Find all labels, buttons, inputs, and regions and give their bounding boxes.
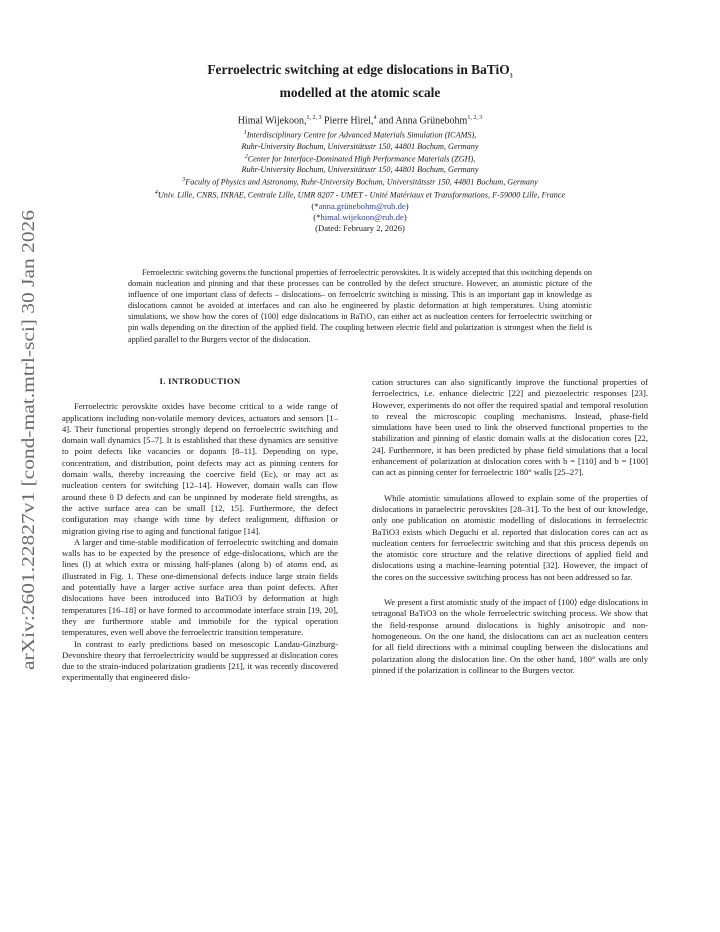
affiliation-text: Interdisciplinary Centre for Advanced Materials Simulation (ICAMS), (246, 130, 477, 140)
paragraph: In contrast to early predictions based on mesoscopic Landau-Ginzburg-Devonshire theory that ferroelectricity would be suppressed at dislocation cores due to the strain-induced polarization gradients [21], it was recently discovered experimentally that engineered dislo- (62, 638, 338, 683)
arxiv-identifier (14, 210, 40, 670)
affiliation-line (60, 164, 660, 175)
paper-title (60, 62, 660, 101)
affiliation-line (60, 152, 660, 165)
left-column (62, 376, 338, 684)
arxiv-id-text: arXiv:2601.22827v1 [cond-mat.mtrl-sci] 30 Jan 2026 (18, 292, 38, 670)
author-3: and Anna Grünebohm (378, 115, 468, 126)
author-2-affil: 4 (373, 114, 377, 121)
author-2: Pierre Hirel, (324, 115, 374, 126)
email-2: (*himal.wijekoon@rub.de) (313, 211, 407, 222)
date-line: (Dated: February 2, 2026) (315, 222, 405, 233)
affiliation-text: Center for Interface-Dominated High Performance Materials (ZGH), (247, 154, 476, 164)
affiliation-number: 2 (244, 153, 248, 160)
email-1: (*anna.grünebohm@rub.de) (311, 200, 409, 211)
abstract: Ferroelectric switching governs the functional properties of ferroelectric perovskites. It is widely accepted that this switching depends on domain nucleation and pinning and that these processes can be controlled by the defect structure. However, an atomistic picture of the influence of one important class of defects – dislocations– on ferroelctric switching is missing. This is an important gap in knowledge as dislocations cannot be avoided at interfaces and can also be engineered by plastic deformation at high temperatures. Using atomistic simulations, we show how the cores of ⟨100⟩ edge dislocations in BaTiO₃ can either act as nucleation centers for ferroelectric switching or pin walls depending on the direction of the applied field. The coupling between electric field and polarization is strongest when the field is applied parallel to the Burgers vector of the dislocation. (128, 268, 592, 344)
affiliation-text: Faculty of Physics and Astronomy, Ruhr-University Bochum, Universitätsstr 150, 44801 Bochum, Germany (185, 178, 538, 188)
email-2-link[interactable]: himal.wijekoon@rub.de (320, 211, 404, 222)
affiliation-text: Ruhr-University Bochum, Universitätsstr 150, 44801 Bochum, Germany (241, 165, 479, 175)
paragraph: While atomistic simulations allowed to explain some of the properties of dislocations in paraelectric perovskites [28–31]. To the best of our knowledge, only one publication on atomistic modelling of dislocations in ferroelectric BaTiO3 exists which Deguchi et al. reported that dislocation cores can act as nucleation centers for ferroelectric switching and that this process depends on the atomistic core structure and the relative directions of applied field and dislocations using a machine-learning potential [32]. However, the impact of the cores on the successive switching process has not been addressed so far. (372, 492, 648, 582)
author-1-affil: 1, 2, 3 (306, 114, 322, 121)
affiliation-line (60, 175, 660, 188)
affiliation-number: 4 (154, 190, 158, 197)
author-list (60, 115, 660, 126)
author-3-affil: 1, 2, 3 (467, 114, 483, 121)
title-line-2: modelled at the atomic scale (279, 84, 441, 100)
right-column (372, 377, 648, 676)
affiliation-text: Ruhr-University Bochum, Universitätsstr 150, 44801 Bochum, Germany (241, 141, 479, 151)
title-subscript: 3 (509, 73, 513, 80)
paragraph: Ferroelectric perovskite oxides have become critical to a wide range of applications including non-volatile memory devices, actuators and sensors [1–4]. Their functional properties strongly depend on ferroelectric switching and domain wall dynamics [5–7]. It is established that these dynamics are sensitive to point defects like vacancies or dopants [8–11]. Depending on type, concentration, and distribution, point defects may act as pinning centers for domain walls, thereby increasing the coercive field (Ec), or may act as nucleation centers for switching [12–14]. However, domain walls can flow around these 0 D defects and can be unpinned by moderate field strengths, as the active surface area can be small [12, 15]. Furthermore, the defect configuration may change with time by defect realignment, diffusion or migration giving rise to aging and functional fatigue [14]. (62, 401, 338, 536)
title-line-1: Ferroelectric switching at edge dislocations in BaTiO (207, 62, 510, 77)
affiliation-number: 3 (182, 177, 186, 184)
paragraph: A larger and time-stable modification of ferroelectric switching and domain walls has to be expected by the presence of edge-dislocations, which are the lines (l) at which extra or missing half-planes (along b) of atoms end, as illustrated in Fig. 1. These one-dimensional defects induce large strain fields and potentially have a larger active surface area than point defects. After dislocations have been introduced into BaTiO3 by deformation at high temperatures [16–18] or have formed to accommodate interface strain [19, 20], they are furthermore stable and immobile for the typical operation temperatures, even well above the ferroelectric transition temperature. (62, 536, 338, 638)
affiliations (60, 128, 660, 201)
affiliation-number: 1 (243, 130, 247, 136)
paper-header (60, 62, 660, 234)
affiliation-line (30, 188, 690, 201)
affiliation-text: Univ. Lille, CNRS, INRAE, Centrale Lille, UMR 8207 - UMET - Unité Matériaux et Transformations, F-59000 Lille, France (157, 190, 566, 200)
paragraph: We present a first atomistic study of the impact of ⟨100⟩ edge dislocations in tetragonal BaTiO3 on the whole ferroelectric switching process. We show that the field-response around dislocations is highly anisotropic and non-homogeneous. On the one hand, the dislocations can act as nucleation centers for all field directions with a minimal coupling between the dislocations and polarization along the dislocation line. On the other hand, 180° walls are only pinned if the polarization is collinear to the Burgers vector. (372, 597, 648, 675)
section-heading: I. INTRODUCTION (159, 376, 241, 386)
paragraph: cation structures can also significantly improve the functional properties of ferroelectrics, i.e. enhance dielectric [22] and piezoelectric responses [23]. However, experiments do not offer the required spatial and temporal resolution to reveal the microscopic coupling mechanisms. Instead, phase-field simulations have been used to link the observed functional properties to the stabilization and pinning of elastic domain walls at the dislocation cores [22, 24]. Furthermore, it has been predicted by phase field simulations that a local enhancement of polarization at dislocation cores with b = [110] and b = [100] can act as pinning center for ferroelectric 180° walls [25–27]. (372, 377, 648, 478)
email-1-link[interactable]: anna.grünebohm@rub.de (318, 200, 406, 211)
affiliation-line (60, 128, 660, 141)
author-1: Himal Wijekoon, (237, 115, 307, 126)
affiliation-line (60, 141, 660, 152)
